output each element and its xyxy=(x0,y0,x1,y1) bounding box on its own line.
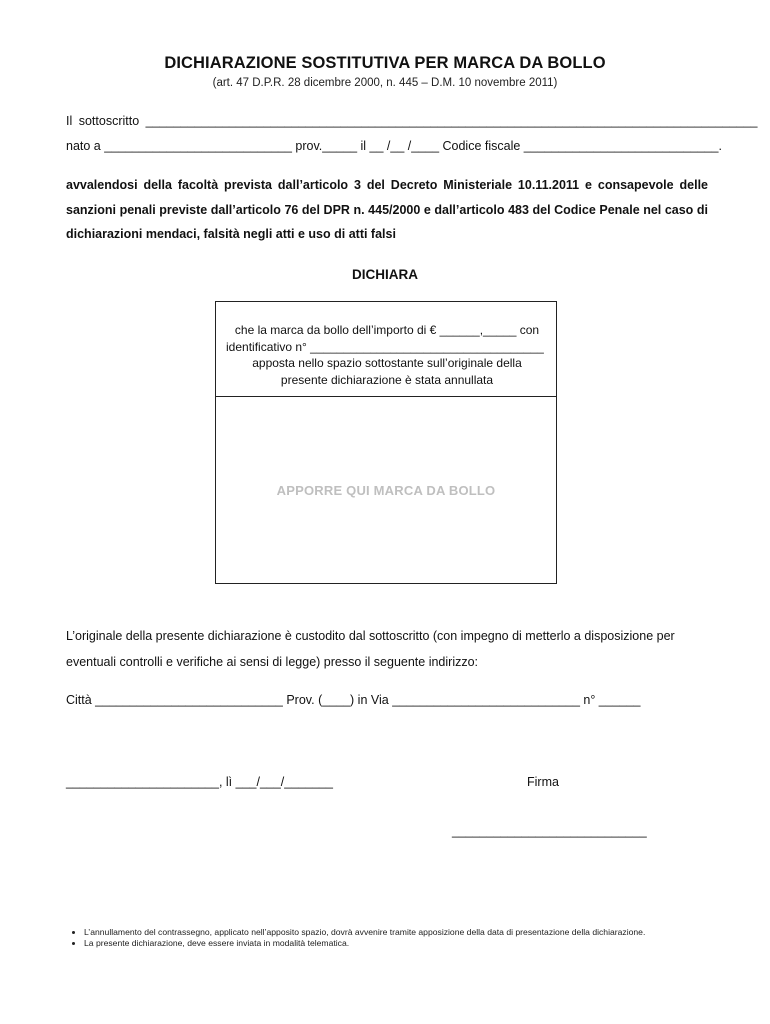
document-title: DICHIARAZIONE SOSTITUTIVA PER MARCA DA BOLLO xyxy=(164,54,606,72)
legal-premise: avvalendosi della facoltà prevista dall’articolo 3 del Decreto Ministeriale 10.11.2011 e consapevole delle sanzioni penali previste dall’articolo 76 del DPR n. 445/2000 e dall’articolo 483 del Codice Penale nel caso di dichiarazioni mendaci, falsità negli atti e uso di atti falsi xyxy=(66,178,708,241)
birth-details-field: nato a ___________________________ prov._____ il __ /__ /____ Codice fiscale ____________________________. xyxy=(66,139,722,153)
legal-reference: (art. 47 D.P.R. 28 dicembre 2000, n. 445 – D.M. 10 novembre 2011) xyxy=(212,77,558,89)
stamp-placeholder: APPORRE QUI MARCA DA BOLLO xyxy=(276,483,496,498)
place-date-field: ______________________, lì ___/___/_______ xyxy=(66,775,333,789)
signature-label: Firma xyxy=(527,775,559,789)
box-text-line-1: che la marca da bollo dell’importo di € ______,_____ con xyxy=(234,323,540,337)
address-field: Città ___________________________ Prov. (____) in Via ___________________________ n° ______ xyxy=(66,693,641,707)
sottoscritto-field: Il sottoscritto ________________________________________________________________________________________ xyxy=(66,114,758,128)
footnote-item: • L’annullamento del contrassegno, applicato nell’apposito spazio, dovrà avvenire tramite apposizione della data di presentazione della dichiarazione. xyxy=(84,927,716,938)
dichiara-heading: DICHIARA xyxy=(352,267,418,282)
box-text-line-3: apposta nello spazio sottostante sull’originale della xyxy=(252,356,522,370)
footnotes xyxy=(66,927,716,949)
box-text-line-2: identificativo n° ___________________________________ xyxy=(226,339,544,354)
custody-paragraph: L’originale della presente dichiarazione è custodito dal sottoscritto (con impegno di metterlo a disposizione per eventuali controlli e verifiche ai sensi di legge) presso il seguente indirizzo: xyxy=(66,629,675,669)
declaration-box-text-area xyxy=(216,302,556,397)
marca-da-bollo-box xyxy=(215,301,557,584)
footnote-item: • La presente dichiarazione, deve essere inviata in modalità telematica. xyxy=(84,938,716,949)
signature-line: ____________________________ xyxy=(452,824,647,838)
box-text-line-4: presente dichiarazione è stata annullata xyxy=(280,372,494,387)
